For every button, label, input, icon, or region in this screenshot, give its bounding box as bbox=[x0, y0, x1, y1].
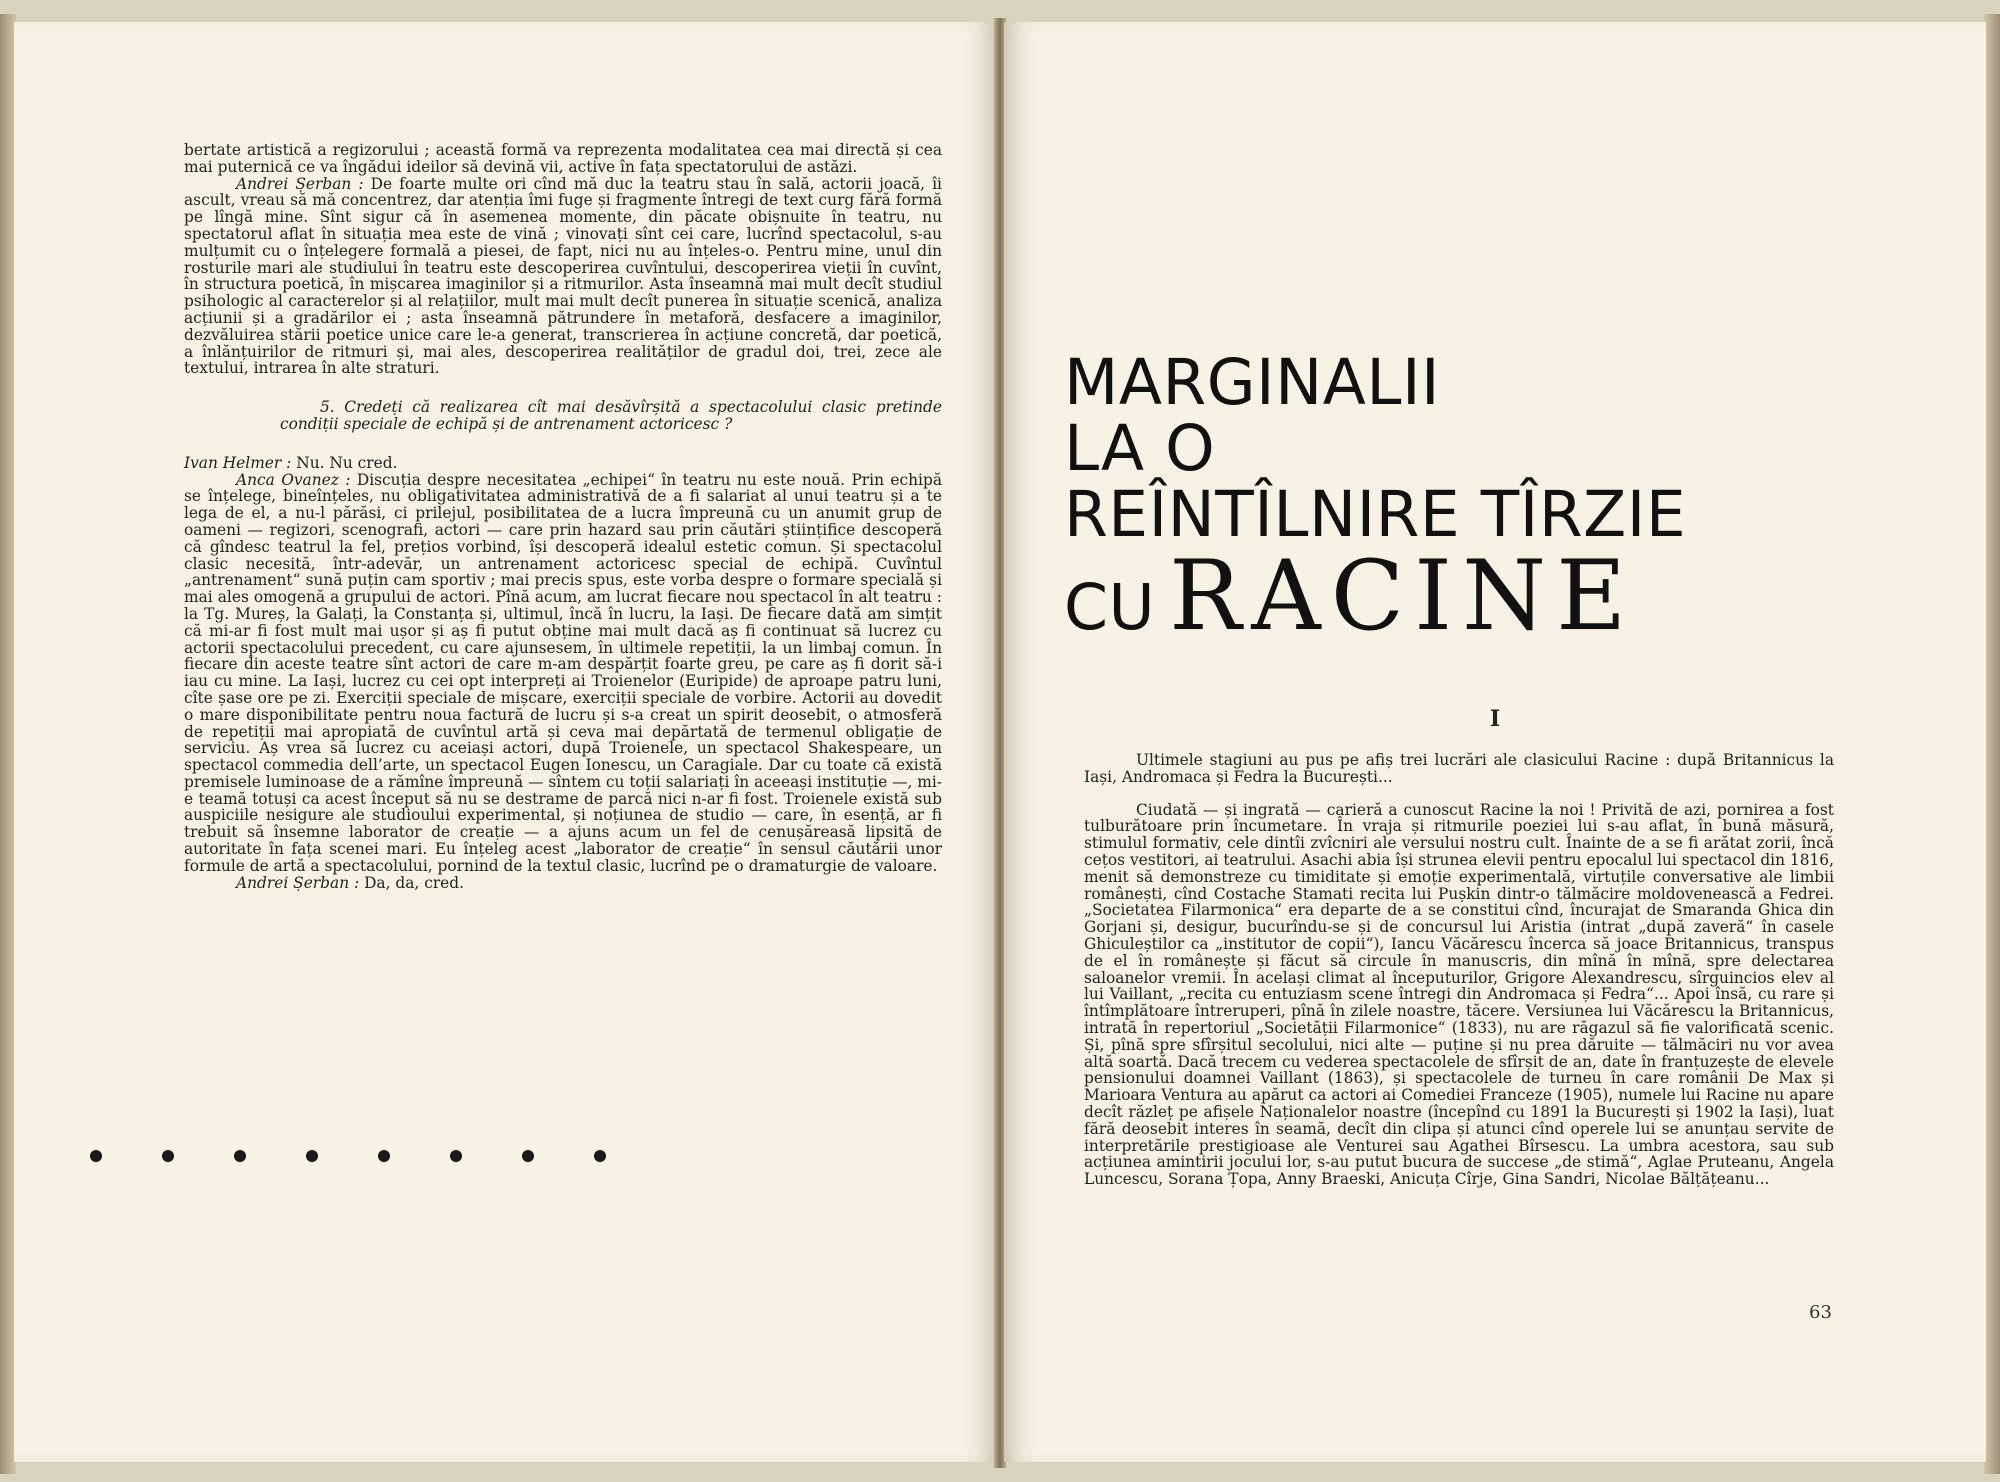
dot bbox=[378, 1150, 390, 1162]
speaker-name: Anca Ovanez : bbox=[236, 470, 351, 489]
paragraph-body: Nu. Nu cred. bbox=[296, 453, 398, 472]
paragraph: bertate artistică a regizorului ; această formă va reprezenta modalitatea cea mai directă și cea mai puternică ce va îngădui ideilor să devină vii, active în fața spectatorului de astăzi. bbox=[184, 141, 942, 176]
right-page bbox=[1004, 22, 1986, 1462]
left-page-text bbox=[184, 142, 942, 891]
question: 5. Credeți că realizarea cît mai desăvîrșită a spectacolului clasic pretinde condiții speciale de echipă și de antrenament actoricesc ? bbox=[280, 398, 942, 433]
paragraph: Ultimele stagiuni au pus pe afiș trei lucrări ale clasicului Racine : după Britannicus la Iași, Andromaca și Fedra la București... bbox=[1084, 751, 1834, 786]
title-line: MARGINALII bbox=[1064, 346, 1441, 419]
title-line bbox=[1064, 540, 1686, 652]
title-word-cu: CU bbox=[1064, 571, 1156, 644]
paragraph bbox=[184, 176, 942, 378]
dot bbox=[522, 1150, 534, 1162]
right-page-text bbox=[1084, 752, 1834, 1204]
section-number: I bbox=[1489, 706, 1501, 732]
dot bbox=[90, 1150, 102, 1162]
dot bbox=[450, 1150, 462, 1162]
page-number: 63 bbox=[1809, 1302, 1832, 1323]
title-line: REÎNTÎLNIRE TÎRZIE bbox=[1064, 478, 1687, 551]
book-edge-right bbox=[1984, 14, 2000, 1474]
speaker-name: Ivan Helmer : bbox=[184, 453, 292, 472]
speaker-name: Andrei Șerban : bbox=[236, 174, 364, 193]
article-title bbox=[1064, 346, 1687, 652]
paragraph-body: Discuția despre necesitatea „echipei“ în teatru nu este nouă. Prin echipă se înțelege, bineînțeles, nu obligativitatea administrativă de a fi salariat al unui teatru și a te lega de el, a nu-l părăsi, ci prilejul, posibilitatea de a lucra împreună cu un anumit grup de oameni — regizori, scenografi, actori — care prin hazard sau prin căutări științifice descoperă că gîndesc teatrul la fel, prețios vorbind, își descoperă idealul estetic comun. Și spectacolul clasic necesită, într-adevăr, un antrenament actoricesc special de echipă. Cuvîntul „antrenament“ sună puțin cam sportiv ; mai precis spus, este vorba despre o formare specială și mai ales omogenă a grupului de actori. Pînă acum, am lucrat fiecare nou spectacol în alt teatru : la Tg. Mureș, la Galați, la Constanța și, ultimul, încă în lucru, la Iași. De fiecare dată am simțit că mi-ar fi fost mult mai ușor și aș fi putut obține mai mult dacă aș fi continuat să lucrez cu actorii spectacolului precedent, cu care ajunsesem, în ultimele repetiții, la un limbaj comun. În fiecare din aceste teatre sînt actori de care m-am despărțit foarte greu, pe care aș fi dorit să-i iau cu mine. La Iași, lucrez cu cei opt interpreți ai Troienelor (Euripide) de aproape patru luni, cîte șase ore pe zi. Exerciții speciale de mișcare, exerciții speciale de vorbire. Actorii au dovedit o mare disponibilitate pentru noua factură de lucru și s-a creat un spirit deosebit, o atmosferă de repetiții mai apropiată de cuvîntul artă și ceva mai depărtată de termenul obligație de serviciu. Aș vrea să lucrez cu aceiași actori, după Troienele, un spectacol Shakespeare, un spectacol commedia dell’arte, un spectacol Eugen Ionescu, un Caragiale. Dar cu toate că există premisele luminoase de a rămîne împreună — sîntem cu toții salariați în aceeași instituție —, mi-e teamă totuși ca acest început să nu se destrame de parcă nici n-ar fi fost. Troienele există sub auspiciile nesigure ale studioului experimental, și noțiunea de studio — care, în esență, ar fi trebuit să însemne laborator de creație — a ajuns acum un fel de cenușăreasă lipsită de autoritate în fața scenei mari. Eu înțeleg acest „laborator de creație“ în sensul căutării unor formule de artă a spectacolului, pornind de la textul clasic, lucrînd pe o dramaturgie de valoare. bbox=[184, 470, 942, 875]
paragraph bbox=[184, 875, 942, 892]
paragraph: Ciudată — și ingrată — carieră a cunoscut Racine la noi ! Privită de azi, pornirea a fost tulburătoare prin încumetare. În vraja și ritmurile poeziei lui s-au aflat, în bună măsură, stimulul formativ, cele dintîi zvîcniri ale versului nostru cult. Înainte de a se fi arătat zorii, încă cețos vestitori, ai teatrului. Asachi abia își strunea elevii pentru epocalul lui spectacol din 1816, menit să demonstreze cu timiditate și emoție experimentală, virtuțile conversative ale limbii românești, cînd Costache Stamati recita lui Pușkin dintr-o tălmăcire moldovenească a Fedrei. „Societatea Filarmonica“ era departe de a se constitui cînd, încurajat de Smaranda Ghica din Gorjani și, desigur, bucurîndu-se și de concursul lui Aristia (intrat „după zaveră“ în casele Ghiculeștilor ca „institutor de copii“), Iancu Văcărescu încerca să joace Britannicus, transpus de el în românește și făcut să circule în manuscris, din mînă în mînă, spre delectarea saloanelor vremii. În același climat al începuturilor, Grigore Alexandrescu, sîrguincios elev al lui Vaillant, „recita cu entuziasm scene întregi din Andromaca și Fedra“... Apoi însă, cu rare și întîmplătoare întreruperi, pînă în zilele noastre, tăcere. Versiunea lui Văcărescu la Britannicus, intrată în repertoriul „Societății Filarmonice“ (1833), nu are răgazul să fie valorificată scenic. Și, pînă spre sfîrșitul secolului, nici alte — puține și nu prea dăruite — tălmăciri nu vor avea altă soartă. Dacă trecem cu vederea spectacolele de sfîrșit de an, date în franțuzește de elevele pensionului doamnei Vaillant (1863), și spectacolele de turneu în care românii De Max și Marioara Ventura au apărut ca actori ai Comediei Franceze (1905), numele lui Racine nu apare decît răzleț pe afișele Naționalelor noastre (începînd cu 1891 la București și 1902 la Iași), luat fără deosebit interes în seamă, decît din clipa și atunci cînd operele lui se anunțau servite de interpretările prestigioase ale Venturei sau Agathei Bîrsescu. La umbra acestora, sau sub acțiunea amintirii jocului lor, s-au putut bucura de succese „de stimă“, Aglae Pruteanu, Angela Luncescu, Sorana Țopa, Anny Braeski, Anicuța Cîrje, Gina Sandri, Nicolae Bălțățeanu... bbox=[1084, 800, 1834, 1189]
dot bbox=[594, 1150, 606, 1162]
title-line: LA O bbox=[1064, 412, 1216, 485]
dot bbox=[234, 1150, 246, 1162]
paragraph-body: De foarte multe ori cînd mă duc la teatru stau în sală, actorii joacă, îi ascult, vreau să mă concentrez, dar atenția îmi fuge și fragmente întregi de text curg fără formă pe lîngă mine. Sînt sigur că în asemenea momente, din păcate obișnuite în teatru, nu spectatorul aflat în situația mea este de vină ; vinovați sînt cei care, lucrînd spectacolul, s-au mulțumit cu o înțelegere formală a piesei, de fapt, nici nu au înțeles-o. Pentru mine, unul din rosturile mari ale studiului în teatru este descoperirea cuvîntului, descoperirea vieții în cuvînt, în structura poetică, în mișcarea imaginilor și a ritmurilor. Asta înseamnă mai mult decît studiul psihologic al caracterelor și al relațiilor, mult mai mult decît punerea în situație scenică, analiza acțiunii și a gradărilor ei ; asta înseamnă pătrundere în metaforă, desfacere a imaginilor, dezvăluirea stării poetice unice care le-a generat, transcrierea în acțiune concretă, dar poetică, a înlănțuirilor de ritmuri și, mai ales, descoperirea realităților de gradul doi, trei, zece ale textului, intrarea în alte straturi. bbox=[184, 174, 942, 378]
dot bbox=[306, 1150, 318, 1162]
speaker-name: Andrei Șerban : bbox=[236, 873, 360, 892]
paragraph-body: Da, da, cred. bbox=[364, 873, 465, 892]
paragraph bbox=[184, 455, 942, 472]
paragraph bbox=[184, 472, 942, 875]
dot-ornament bbox=[90, 1150, 630, 1170]
dot bbox=[162, 1150, 174, 1162]
left-page bbox=[14, 22, 996, 1462]
title-word-racine: RACINE bbox=[1169, 540, 1637, 652]
